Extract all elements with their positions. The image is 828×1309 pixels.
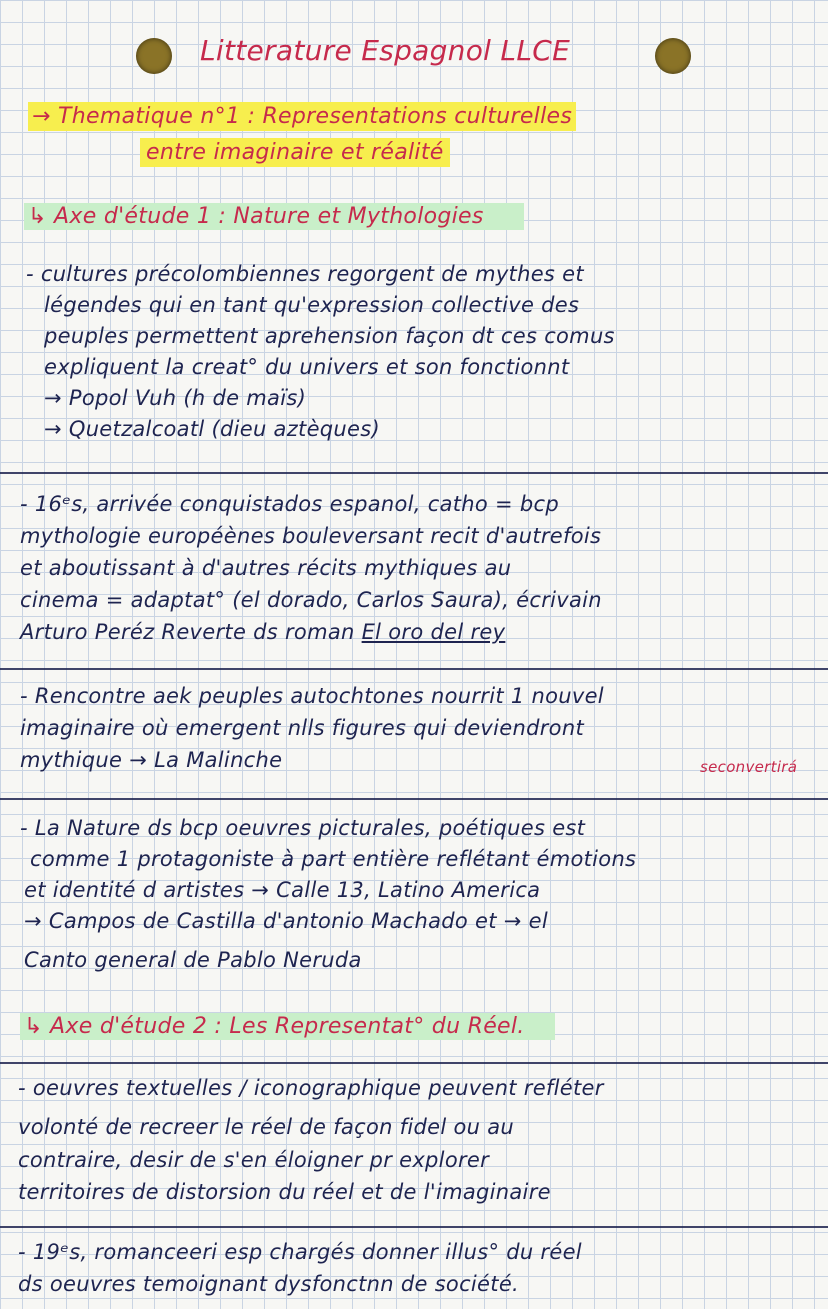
binder-hole-left (136, 38, 172, 74)
axe1-block1-line: - cultures précolombiennes regorgent de mythes et (26, 262, 584, 286)
thematique-highlight-2: entre imaginaire et réalité (140, 138, 450, 167)
axe1-block3-line: - Rencontre aek peuples autochtones nourrit 1 nouvel (20, 684, 604, 708)
axe1-block4-line: comme 1 protagoniste à part entière reflétant émotions (30, 847, 637, 871)
novel-title: El oro del rey (361, 620, 506, 644)
axe2-block1-line: contraire, desir de s'en éloigner pr explorer (18, 1148, 490, 1172)
axe1-block1-line: expliquent la creat° du univers et son fonctionnt (44, 355, 570, 379)
axe1-block1-line: → Popol Vuh (h de maïs) (44, 386, 307, 410)
axe2-block1-line: volonté de recreer le réel de façon fidel ou au (18, 1115, 514, 1139)
axe1-block4-line: - La Nature ds bcp oeuvres picturales, poétiques est (20, 816, 586, 840)
thematique-highlight-1: → Thematique n°1 : Representations culturelles (28, 102, 576, 131)
axe2-block1-line: - oeuvres textuelles / iconographique peuvent refléter (18, 1076, 604, 1100)
axe1-heading (24, 204, 524, 229)
axe1-block1-line: peuples permettent aprehension façon dt ces comus (44, 324, 615, 348)
separator (0, 798, 828, 800)
thematique-line-2 (140, 140, 450, 165)
separator (0, 472, 828, 474)
page-title: Litterature Espagnol LLCE (200, 34, 571, 67)
axe1-heading-text: ↳ Axe d'étude 1 : Nature et Mythologies (24, 203, 524, 230)
axe1-block3-line: mythique → La Malinche (20, 748, 283, 772)
axe2-block2-line: - 19ᵉs, romanceeri esp chargés donner illus° du réel (18, 1240, 582, 1264)
axe1-block2-last-prefix: Arturo Peréz Reverte ds roman (20, 620, 362, 644)
axe1-block4-line: et identité d artistes → Calle 13, Latino America (24, 878, 541, 902)
axe1-block4-line: → Campos de Castilla d'antonio Machado et → el (24, 909, 548, 933)
axe1-block3-line: imaginaire où emergent nlls figures qui deviendront (20, 716, 584, 740)
separator (0, 1062, 828, 1064)
axe1-block2-line: - 16ᵉs, arrivée conquistados espanol, catho = bcp (20, 492, 560, 516)
separator (0, 1226, 828, 1228)
binder-hole-right (655, 38, 691, 74)
thematique-line-1 (28, 104, 576, 129)
axe2-heading (20, 1014, 555, 1039)
axe1-block2-line: mythologie européènes bouleversant recit d'autrefois (20, 524, 602, 548)
axe1-block3-note: seconvertirá (700, 758, 798, 776)
axe1-block2-line: cinema = adaptat° (el dorado, Carlos Saura), écrivain (20, 588, 602, 612)
axe1-block4-line: Canto general de Pablo Neruda (24, 948, 362, 972)
axe1-block1-line: légendes qui en tant qu'expression collective des (44, 293, 580, 317)
axe1-block1-line: → Quetzalcoatl (dieu aztèques) (44, 417, 380, 441)
separator (0, 668, 828, 670)
axe1-block2-line: et aboutissant à d'autres récits mythiques au (20, 556, 512, 580)
axe2-heading-text: ↳ Axe d'étude 2 : Les Representat° du Réel. (20, 1013, 555, 1040)
axe1-block2-last-line (20, 620, 505, 644)
axe2-block2-line: ds oeuvres temoignant dysfonctnn de société. (18, 1272, 520, 1296)
axe2-block1-line: territoires de distorsion du réel et de l'imaginaire (18, 1180, 551, 1204)
